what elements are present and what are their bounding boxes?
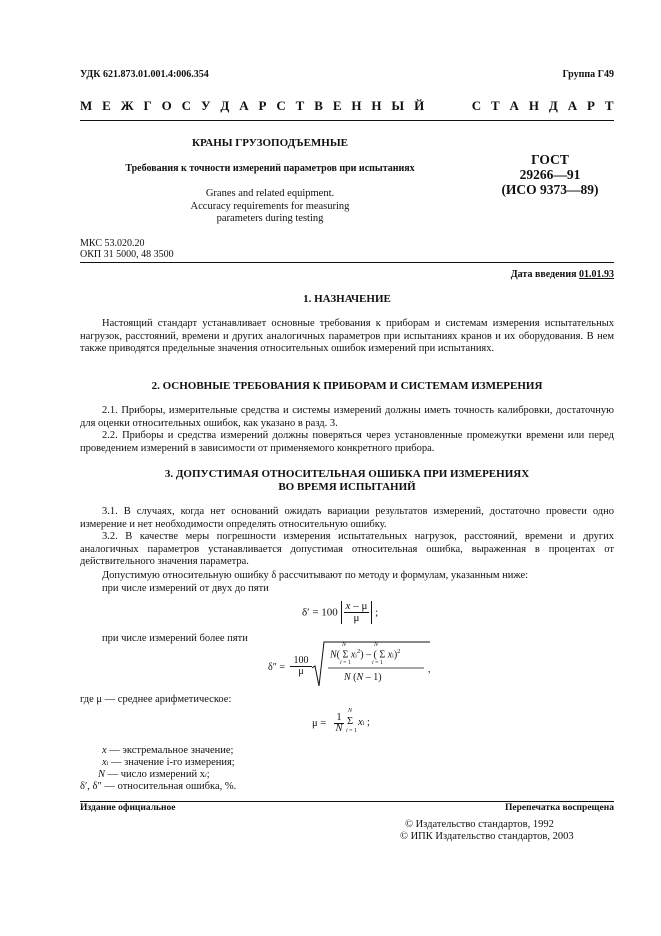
def-n-text: — число измерений x bbox=[107, 769, 206, 780]
section-2-paragraph-1: 2.1. Приборы, измерительные средства и системы измерений должны иметь точность калибровки, достаточную для оценки относительных ошибок, как указано в разд. 3. bbox=[80, 405, 614, 429]
copyright-2003: © ИПК Издательство стандартов, 2003 bbox=[400, 831, 574, 842]
copyright-block bbox=[400, 819, 574, 843]
def-x-text: — экстремальное значение; bbox=[109, 745, 234, 756]
gost-number: 29266—91 bbox=[519, 167, 581, 182]
title-divider bbox=[80, 262, 614, 263]
copyright-1992: © Издательство стандартов, 1992 bbox=[405, 819, 554, 830]
introduction-date-value: 01.01.93 bbox=[579, 269, 614, 280]
formula-mean: μ = 1 N N Σ i = 1 xi ; bbox=[312, 708, 370, 734]
section-2-title: 2. ОСНОВНЫЕ ТРЕБОВАНИЯ К ПРИБОРАМ И СИСТЕМАМ ИЗМЕРЕНИЯ bbox=[151, 380, 543, 392]
interstate-standard-banner: М Е Ж Г О С У Д А Р С Т В Е Н Н Ы Й С Т А Н Д А Р Т bbox=[80, 98, 614, 113]
english-title bbox=[80, 188, 460, 226]
udk-code: УДК 621.873.01.001.4:006.354 bbox=[80, 69, 209, 80]
section-2-paragraph-2: 2.2. Приборы и средства измерений должны поверяться через установленные промежутки времени или перед проведением измерений в зависимости от применяемого конкретного прибора. bbox=[80, 430, 614, 454]
classification-codes bbox=[80, 238, 174, 260]
official-edition: Издание официальное bbox=[80, 803, 176, 813]
formula-delta-large-n: δ″ = 100 μ N( Σ $xi^2$) – ( Σ xi)$^2$ N N i = 1 i = 1 N (N – 1) , bbox=[268, 640, 448, 688]
def-xi-text: — значение i-го измерения; bbox=[110, 757, 235, 768]
def-delta: δ′, δ″ — относительная ошибка, %. bbox=[80, 781, 237, 792]
def-x: x — экстремальное значение; bbox=[102, 745, 234, 756]
header-divider bbox=[80, 120, 614, 121]
group-code: Группа Г49 bbox=[562, 69, 614, 80]
doc-subtitle: Требования к точности измерений параметров при испытаниях bbox=[125, 163, 415, 174]
section-3-title-line1: 3. ДОПУСТИМАЯ ОТНОСИТЕЛЬНАЯ ОШИБКА ПРИ ИЗМЕРЕНИЯХ bbox=[164, 468, 530, 480]
english-title-line3: parameters during testing bbox=[216, 213, 324, 224]
okp-code: ОКП 31 5000, 48 3500 bbox=[80, 249, 174, 260]
where-mu-line: где μ — среднее арифметическое: bbox=[80, 694, 232, 705]
footer-divider bbox=[80, 801, 614, 802]
section-1-paragraph: Настоящий стандарт устанавливает основные требования к приборам и системам измерения испытательных нагрузок, расстояний, времени и других аналогичных параметров при испытаниях кранов и их оборудования. В нем также приводятся предельные значения относительных ошибок измерений при испытаниях. bbox=[80, 318, 614, 355]
introduction-date bbox=[511, 269, 614, 280]
def-n: N — число измерений xi; bbox=[98, 769, 210, 780]
formula-delta-small-n: δ′ = 100 $\frac{x - \mu}{\mu}$ ; bbox=[302, 600, 379, 624]
mks-code: МКС 53.020.20 bbox=[80, 238, 145, 249]
iso-number: (ИСО 9373—89) bbox=[501, 182, 599, 197]
section-3-title-line2: ВО ВРЕМЯ ИСПЫТАНИЙ bbox=[278, 481, 416, 493]
def-delta-text: — относительная ошибка, %. bbox=[104, 781, 237, 792]
case-two-to-five: при числе измерений от двух до пяти bbox=[102, 583, 269, 594]
reprint-prohibited: Перепечатка воспрещена bbox=[504, 803, 614, 813]
def-xi: xi — значение i-го измерения; bbox=[102, 757, 235, 768]
english-title-line2: Accuracy requirements for measuring bbox=[190, 200, 350, 212]
gost-label: ГОСТ bbox=[531, 152, 569, 167]
section-3-paragraph-1: 3.1. В случаях, когда нет оснований ожидать вариации результатов измерений, достаточно провести одно измерение и нет необходимости определять относительную ошибку. bbox=[80, 506, 614, 530]
section-1-title: 1. НАЗНАЧЕНИЕ bbox=[303, 293, 391, 305]
section-3-paragraph-2: 3.2. В качестве меры погрешности измерения испытательных нагрузок, расстояний, времени и других аналогичных параметров устанавливается допустимая относительная ошибка, выраженная в процентах от действительного значения параметра. bbox=[80, 531, 614, 568]
case-more-than-five: при числе измерений более пяти bbox=[102, 633, 248, 644]
introduction-date-label: Дата введения bbox=[510, 269, 579, 280]
doc-title: КРАНЫ ГРУЗОПОДЪЕМНЫЕ bbox=[191, 137, 349, 149]
english-title-line1: Granes and related equipment. bbox=[205, 188, 335, 199]
gost-number-block bbox=[470, 152, 630, 197]
section-3-paragraph-3: Допустимую относительную ошибку δ рассчитывают по методу и формулам, указанным ниже: bbox=[102, 570, 529, 581]
